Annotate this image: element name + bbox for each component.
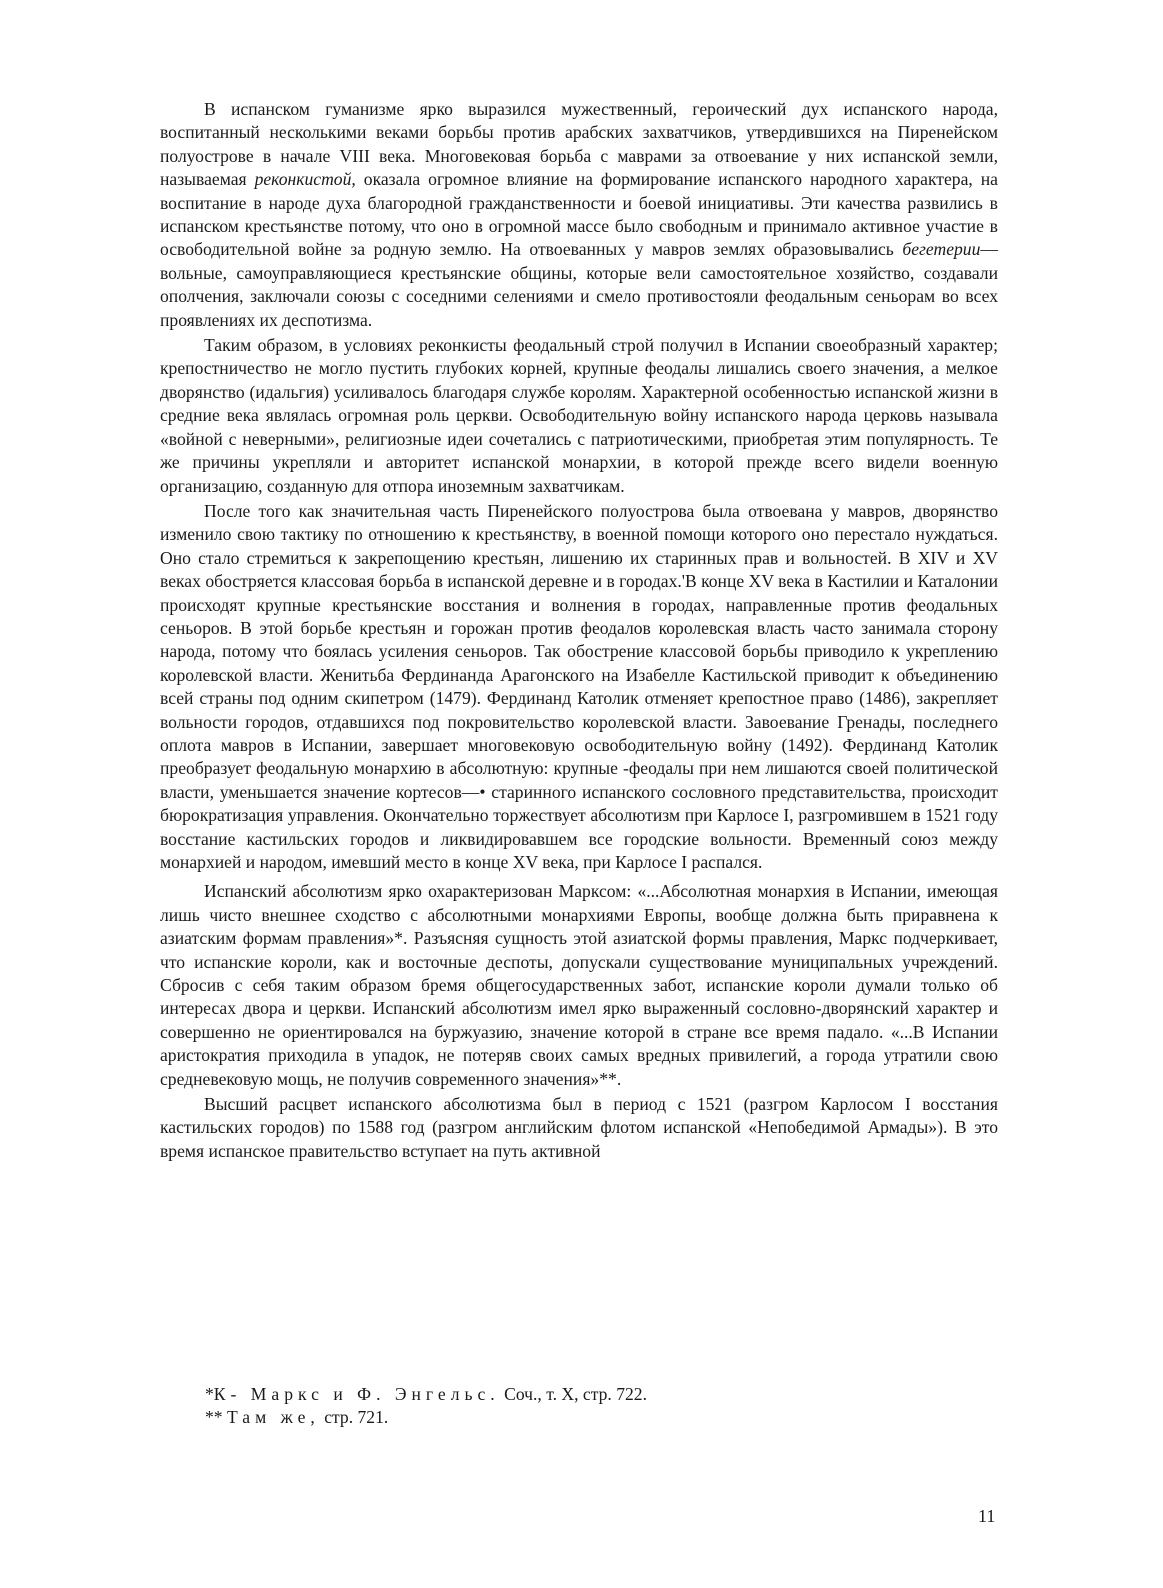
term-begeterii: бегетерии [902, 239, 981, 260]
paragraph-5: Высший расцвет испанского абсолютизма был в период с 1521 (разгром Карлосом I восстания кастильских городов) по 1588 год (разгром английским флотом испанской «Непобедимой Армады»). В это время испанское правительство вступает на путь активной [160, 1094, 998, 1161]
footnote-2-mark: ** [205, 1407, 223, 1428]
paragraph-1-text-b: оказала огромное влияние на формирование испанского народного характера, на воспитание в народе духа благородной гражданственности и боевой инициативы. Эти качества развились в испанском крестьянстве потому, что оно в огромной массе было свободным и принимало активное участие в освободительной войне за родную землю. На отвоеванных у мавров землях образовывались [160, 169, 998, 260]
footnote-2-reference: стр. 721. [324, 1407, 389, 1428]
footnote-1-author: К- Маркс и Ф. Энгельс. [213, 1384, 500, 1404]
paragraph-1 [160, 98, 998, 332]
page-number: 11 [978, 1506, 996, 1526]
paragraph-4: Испанский абсолютизм ярко охарактеризован Марксом: «...Абсолютная монархия в Испании, имеющая лишь чисто внешнее сходство с абсолютными монархиями Европы, вообще должна быть приравнена к азиатским формам правления»*. Разъясняя сущность этой азиатской формы правления, Маркс подчеркивает, что испанские короли, как и восточные деспоты, допускали существование муниципальных учреждений. Сбросив с себя таким образом бремя общегосударственных забот, испанские короли думали только об интересах двора и церкви. Испанский абсолютизм имел ярко выраженный сословно-дворянский характер и совершенно не ориентировался на буржуазию, значение которой в стране все время падало. «...В Испании аристократия приходила в упадок, не потеряв своих самых вредных привилегий, а города утратили свою средневековую мощь, не получив современного значения»**. [160, 881, 998, 1089]
footnote-2-author: Там же, [227, 1407, 320, 1428]
body-text [160, 98, 998, 1163]
paragraph-1-text-a: В испанском гуманизме ярко выразился мужественный, героический дух испанского народа, воспитанный несколькими веками борьбы против арабских захватчиков, утвердившихся на Пиренейском полуострове в начале VIII века. Многовековая борьба с маврами за отвоевание у них испанской земли, называемая [160, 99, 998, 190]
footnote-1 [205, 1383, 905, 1406]
term-reconquista: реконкистой, [254, 169, 356, 190]
paragraph-1-text-c: —вольные, самоуправляющиеся крестьянские общины, которые вели самостоятельное хозяйство, создавали ополчения, заключали союзы с соседними селениями и смело противостояли феодальным сеньорам во всех проявлениях их деспотизма. [160, 239, 998, 330]
paragraph-2: Таким образом, в условиях реконкисты феодальный строй получил в Испании своеобразный характер; крепостничество не могло пустить глубоких корней, крупные феодалы лишались своего значения, а мелкое дворянство (идальгия) усиливалось благодаря службе королям. Характерной особенностью испанской жизни в средние века являлась огромная роль церкви. Освободительную войну испанского народа церковь называла «войной с неверными», религиозные идеи сочетались с патриотическими, приобретая этим популярность. Те же причины укрепляли и авторитет испанской монархии, в которой прежде всего видели военную организацию, созданную для отпора иноземным захватчикам. [160, 335, 998, 496]
footnote-1-mark: * [205, 1384, 214, 1404]
paragraph-3: После того как значительная часть Пиренейского полуострова была отвоевана у мавров, дворянство изменило свою тактику по отношению к крестьянству, в военной помощи которого оно перестало нуждаться. Оно стало стремиться к закрепощению крестьян, лишению их старинных прав и вольностей. В XIV и XV веках обостряется классовая борьба в испанской деревне и в городах.'В конце XV века в Кастилии и Каталонии происходят крупные крестьянские восстания и волнения в городах, направленные против феодальных сеньоров. В этой борьбе крестьян и горожан против феодалов королевская власть часто занимала сторону народа, потому что боялась усиления сеньоров. Так обострение классовой борьбы приводило к укреплению королевской власти. Женитьба Фердинанда Арагонского на Изабелле Кастильской приводит к объединению всей страны под одним скипетром (1479). Фердинанд Католик отменяет крепостное право (1486), закрепляет вольности городов, отдавшихся под покровительство королевской власти. Завоевание Гренады, последнего оплота мавров в Испании, завершает многовековую освободительную войну (1492). Фердинанд Католик преобразует феодальную монархию в абсолютную: крупные -феодалы при нем лишаются своей политической власти, уменьшается значение кортесов—• старинного испанского сословного представительства, происходит бюрократизация управления. Окончательно торжествует абсолютизм при Карлосе I, разгромившем в 1521 году восстание кастильских городов и ликвидировавшем все городские вольности. Временный союз между монархией и народом, имевший место в конце XV века, при Карлосе I распался. [160, 500, 998, 872]
footnote-1-reference: Соч., т. X, стр. 722. [504, 1384, 647, 1404]
footnote-2 [205, 1406, 905, 1429]
footnotes [205, 1383, 905, 1430]
